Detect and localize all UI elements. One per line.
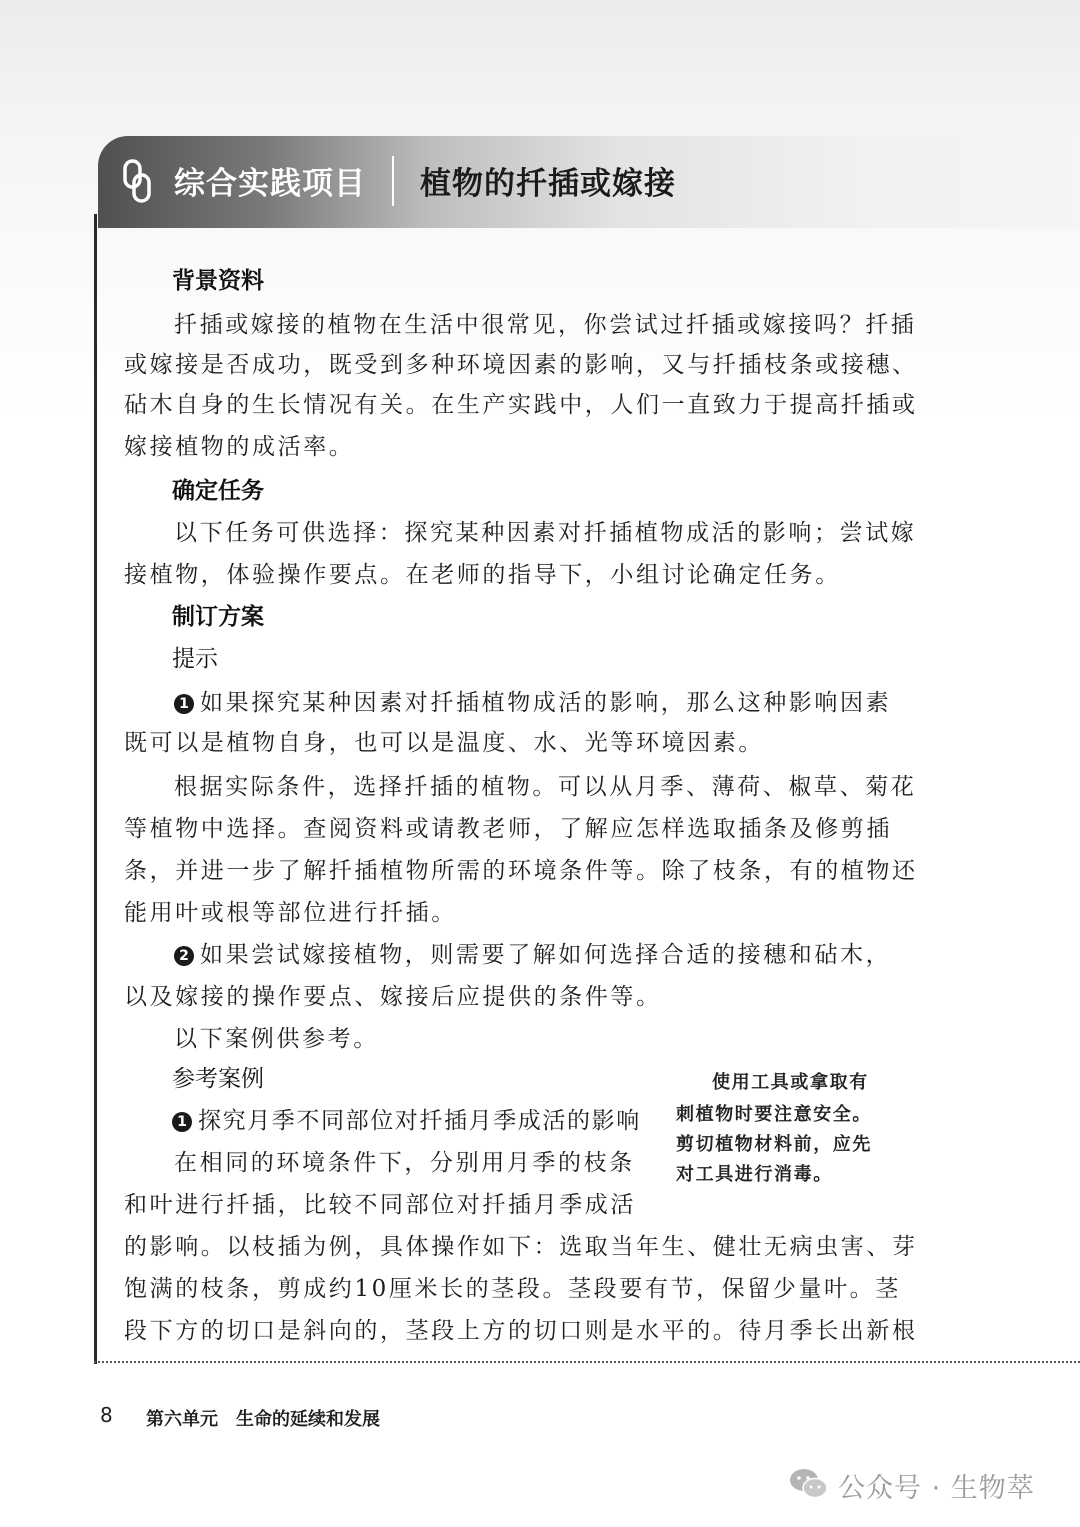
number-badge-2: 2 [174, 946, 194, 966]
background-line-1: 扦插或嫁接的植物在生活中很常见，你尝试过扦插或嫁接吗？扦插 [174, 312, 917, 338]
plan-point-2-text: 如果尝试嫁接植物，则需要了解如何选择合适的接穗和砧木， [200, 942, 892, 968]
chapter-header [98, 136, 1080, 228]
heading-task: 确定任务 [172, 478, 264, 504]
case-line-2: 和叶进行扦插，比较不同部位对扦插月季成活 [124, 1192, 636, 1218]
number-badge-1: 1 [174, 694, 194, 714]
case-line-4: 饱满的枝条，剪成约10厘米长的茎段。茎段要有节，保留少量叶。茎 [124, 1276, 901, 1302]
case-line-3: 的影响。以枝插为例，具体操作如下：选取当年生、健壮无病虫害、芽 [124, 1234, 918, 1260]
background-line-3: 砧木自身的生长情况有关。在生产实践中，人们一直致力于提高扦插或 [124, 392, 918, 418]
chain-link-icon [122, 158, 152, 204]
plan-para-line-4: 能用叶或根等部位进行扦插。 [124, 900, 457, 926]
page-number: 8 [100, 1403, 113, 1427]
frame-bottom-border [94, 1361, 1080, 1363]
unit-title: 第六单元 生命的延续和发展 [146, 1409, 380, 1430]
header-label: 综合实践项目 [174, 166, 366, 202]
frame-left-border [94, 214, 97, 1364]
header-divider [392, 156, 394, 206]
safety-note-line-2: 刺植物时要注意安全。 [676, 1104, 872, 1125]
hint-label: 提示 [172, 646, 218, 672]
background-line-2: 或嫁接是否成功，既受到多种环境因素的影响，又与扦插枝条或接穗、 [124, 352, 918, 378]
ref-intro: 以下案例供参考。 [174, 1026, 379, 1052]
plan-point-2-line-2: 以及嫁接的操作要点、嫁接后应提供的条件等。 [124, 984, 662, 1010]
case-line-5: 段下方的切口是斜向的，茎段上方的切口则是水平的。待月季长出新根 [124, 1318, 918, 1344]
heading-background: 背景资料 [172, 268, 264, 294]
safety-note-line-4: 对工具进行消毒。 [676, 1164, 833, 1185]
background-line-4: 嫁接植物的成活率。 [124, 434, 355, 460]
page-title: 植物的扦插或嫁接 [420, 166, 676, 202]
safety-note-line-3: 剪切植物材料前，应先 [676, 1134, 872, 1155]
plan-point-1-line-2: 既可以是植物自身，也可以是温度、水、光等环境因素。 [124, 730, 764, 756]
plan-point-1-line-1 [174, 684, 891, 717]
plan-para-line-1: 根据实际条件，选择扦插的植物。可以从月季、薄荷、椒草、菊花 [174, 774, 917, 800]
safety-note-line-1: 使用工具或拿取有 [712, 1072, 869, 1093]
task-line-1: 以下任务可供选择：探究某种因素对扦插植物成活的影响；尝试嫁 [174, 520, 917, 546]
plan-para-line-2: 等植物中选择。查阅资料或请教老师，了解应怎样选取插条及修剪插 [124, 816, 892, 842]
case-number-badge: 1 [172, 1112, 192, 1132]
task-line-2: 接植物，体验操作要点。在老师的指导下，小组讨论确定任务。 [124, 562, 841, 588]
heading-reference: 参考案例 [172, 1066, 264, 1092]
plan-point-2-line-1 [174, 936, 891, 969]
watermark-text: 公众号 · 生物萃 [838, 1473, 1035, 1504]
plan-point-1-text: 如果探究某种因素对扦插植物成活的影响，那么这种影响因素 [200, 690, 892, 716]
plan-para-line-3: 条，并进一步了解扦插植物所需的环境条件等。除了枝条，有的植物还 [124, 858, 918, 884]
wechat-icon [788, 1466, 830, 1502]
case-title-text: 探究月季不同部位对扦插月季成活的影响 [198, 1108, 641, 1134]
heading-plan: 制订方案 [172, 604, 264, 630]
case-line-1: 在相同的环境条件下，分别用月季的枝条 [174, 1150, 635, 1176]
case-title [172, 1102, 641, 1135]
